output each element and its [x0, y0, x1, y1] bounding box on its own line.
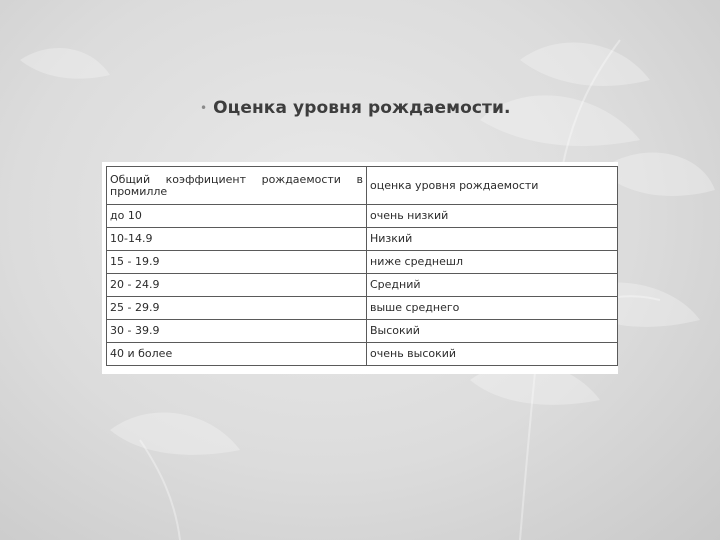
rate-cell: 30 - 39.9: [107, 320, 367, 343]
assessment-cell: ниже среднешл: [367, 251, 618, 274]
table-row: [107, 274, 618, 297]
rate-cell: 25 - 29.9: [107, 297, 367, 320]
header-cell-coefficient: Общий коэффициент рождаемости в промилле: [107, 167, 367, 205]
rate-cell: 10-14.9: [107, 228, 367, 251]
assessment-cell: выше среднего: [367, 297, 618, 320]
table-row: [107, 320, 618, 343]
table-row: [107, 343, 618, 366]
table-row: [107, 297, 618, 320]
assessment-cell: Низкий: [367, 228, 618, 251]
table-row: [107, 205, 618, 228]
birth-rate-table: [106, 166, 618, 366]
header-cell-assessment: оценка уровня рождаемости: [367, 167, 618, 205]
table-image-frame: [102, 162, 618, 374]
table-row: [107, 251, 618, 274]
rate-cell: 20 - 24.9: [107, 274, 367, 297]
table-row: [107, 228, 618, 251]
assessment-cell: очень низкий: [367, 205, 618, 228]
bullet-icon: •: [200, 101, 208, 115]
rate-cell: до 10: [107, 205, 367, 228]
assessment-cell: Высокий: [367, 320, 618, 343]
table-header-row: [107, 167, 618, 205]
slide-title-line: [200, 96, 511, 120]
slide-title: Оценка уровня рождаемости.: [213, 98, 511, 118]
assessment-cell: очень высокий: [367, 343, 618, 366]
rate-cell: 15 - 19.9: [107, 251, 367, 274]
assessment-cell: Средний: [367, 274, 618, 297]
rate-cell: 40 и более: [107, 343, 367, 366]
